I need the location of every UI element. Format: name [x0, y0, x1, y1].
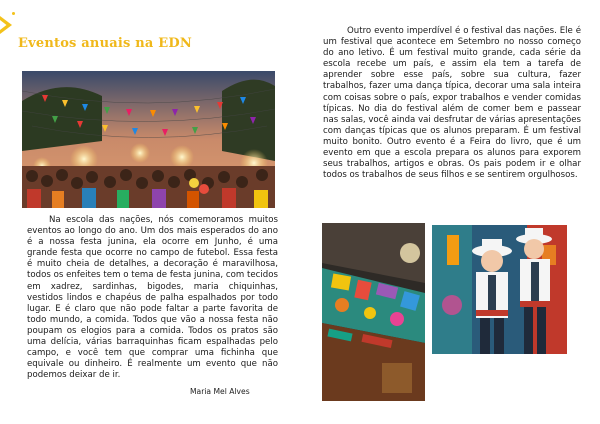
right-article-text	[323, 26, 581, 181]
left-article-text	[27, 215, 278, 381]
author-name: Maria Mel Alves	[190, 387, 250, 396]
left-paragraph: Na escola das nações, nós comemoramos muitos eventos ao longo do ano. Um dos mais esperados do ano é a nossa festa junina, ela ocorre em Junho, é uma grande festa que ocorre no campo de futebol. Essa festa é muito cheia de detalhes, a decoração é maravilhosa, todos os enfeites tem o tema de festa junina, com tecidos em xadrez, sardinhas, bigodes, maria chiquinhas, vestidos lindos e chapéus de palha espalhados por todo lugar. E é claro que não pode faltar a parte favorita de todo mundo, a comida. Todos que vão a nossa festa não poupam os elogios para a comida. Todos os pratos são uma delícia, várias barraquinhas ficam espalhadas pelo campo, e você tem que comprar uma fichinha que equivale ou dinheiro. É realmente um evento que não podemos deixar de ir.	[27, 215, 278, 381]
chevron-right-icon	[0, 16, 12, 34]
festa-junina-photo	[22, 71, 275, 208]
festival-stand-photo	[322, 223, 425, 401]
children-costume-photo	[432, 225, 567, 354]
decorative-dot	[12, 12, 15, 15]
right-paragraph: Outro evento imperdível é o festival das nações. Ele é um festival que acontece em Setembro no nosso começo do ano letivo. É um festival muito grande, cada série da escola recebe um país, e assim ela tem a tarefa de aprender sobre esse país, sobre sua cultura, fazer trabalhos, fazer uma dança típica, decorar uma sala inteira com coisas sobre o país, expor trabalhos e vender comidas típicas. No dia do festival além de comer bem e passear nas salas, você ainda vai desfrutar de várias apresentações com danças típicas que os alunos preparam. É um festival muito bonito. Outro evento é a Feira do livro, que é um evento em que a escola prepara os alunos para exporem seus trabalhos, artigos e obras. Os pais podem ir e olhar todos os trabalhos de seus filhos e se sentirem orgulhosos.	[323, 26, 581, 181]
page-title: Eventos anuais na EDN	[18, 36, 192, 51]
